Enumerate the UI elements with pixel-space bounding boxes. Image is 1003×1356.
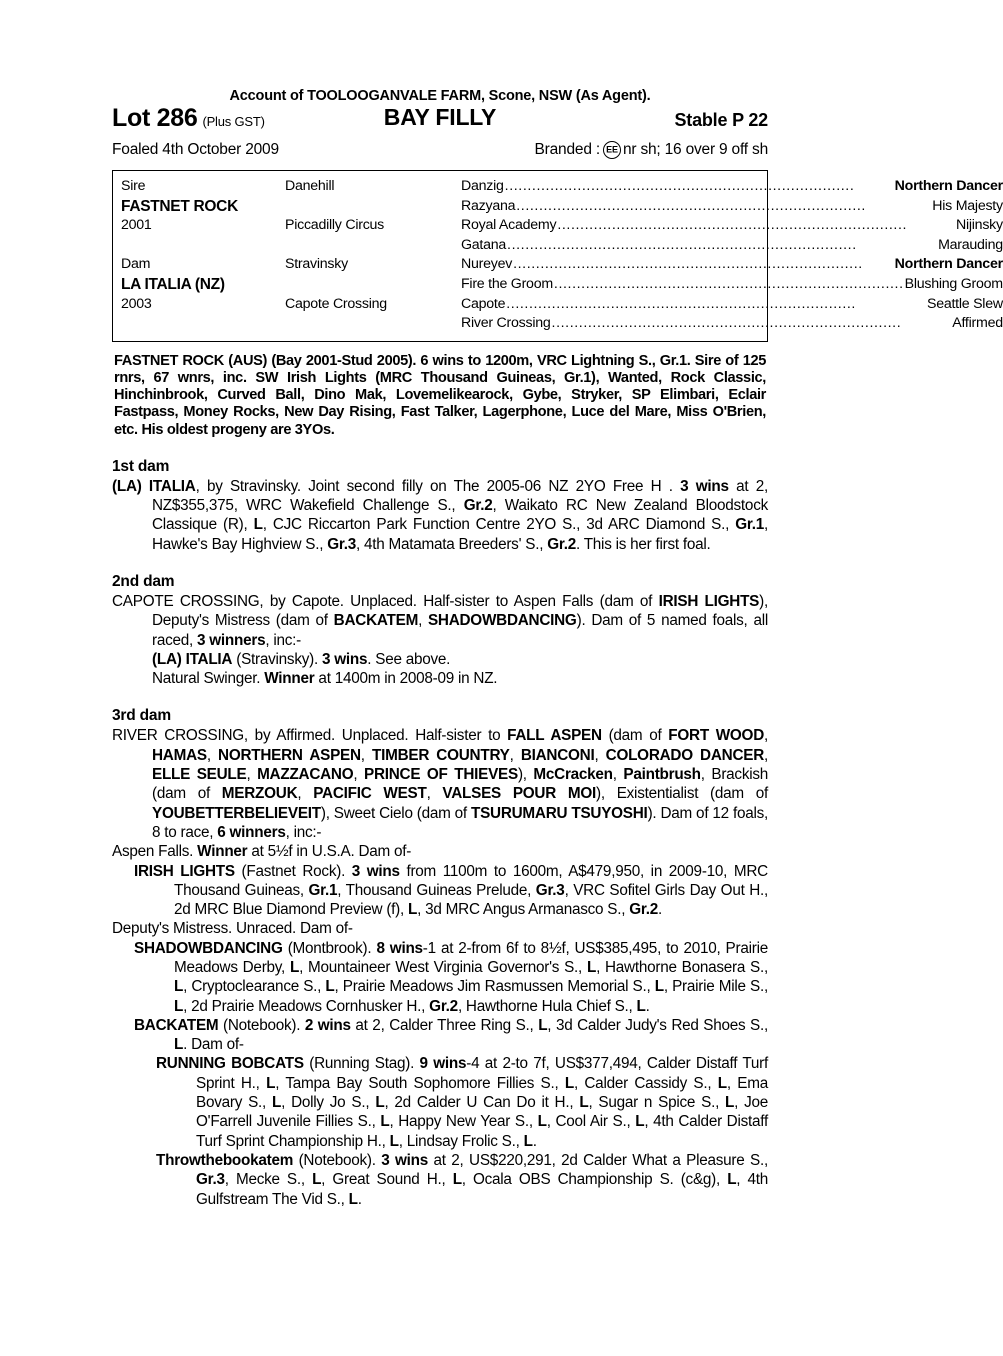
third-dam-progeny-item: RUNNING BOBCATS (Running Stag). 9 wins-4 at 2-to 7f, US$377,494, Calder Distaff Turf Sprint H., L, Tampa Bay South Sophomore Fillies S., L, Calder Cassidy S., L, Ema Bovary S., L, Dolly Jo S., L, 2d Calder U Can Do it H., L, Sugar n Spice S., L, Joe O'Farrell Juvenile Fillies S., L, Happy New Year S., L, Cool Air S., L, 4th Calder Distaff Turf Sprint Championship H., L, Lindsay Frolic S., L. xyxy=(156,1055,769,1150)
g3-right-5: Northern Dancer xyxy=(894,256,1003,273)
branded-label: Branded : xyxy=(534,141,600,158)
spacer-cell xyxy=(285,197,461,217)
third-dam-progeny-item: SHADOWBDANCING (Montbrook). 8 wins-1 at 2-from 6f to 8½f, US$385,495, to 2010, Prairie Meadows Derby, L, Mountaineer West Virginia Governor's S., L, Hawthorne Bonasera S., L, Cryptoclearance S., L, Prairie Meadows Jim Rasmussen Memorial S., L, Prairie Mile S., L, 2d Prairie Meadows Cornhusker H., Gr.2, Hawthorne Hula Chief S., L. xyxy=(134,939,768,1015)
g3-row-2 xyxy=(461,197,1003,217)
g3-left-7: Capote xyxy=(461,295,506,312)
g3-right-3: Nijinsky xyxy=(955,217,1003,234)
second-dam-progeny-2: Natural Swinger. Winner at 1400m in 2008-09 in NZ. xyxy=(152,670,498,688)
branded-detail: nr sh; 16 over 9 off sh xyxy=(622,141,768,158)
g3-row-7 xyxy=(461,295,1003,315)
leader-dots xyxy=(505,177,894,197)
sire-year: 2001 xyxy=(121,217,152,234)
sire-label: Sire xyxy=(121,178,146,194)
dam-year: 2003 xyxy=(121,295,152,312)
g3-row-6 xyxy=(461,275,1003,295)
g3-right-7: Seattle Slew xyxy=(926,295,1003,312)
first-dam-heading: 1st dam xyxy=(112,457,170,475)
leader-dots xyxy=(552,314,952,334)
g3-right-8: Affirmed xyxy=(952,315,1003,332)
leader-dots xyxy=(554,275,904,295)
account-line: Account of TOOLOOGANVALE FARM, Scone, NSW (As Agent). xyxy=(229,88,651,104)
sire-name: FASTNET ROCK xyxy=(121,197,238,215)
third-dam-progeny-item: Deputy's Mistress. Unraced. Dam of- xyxy=(112,920,353,938)
second-dam-progeny-1: (LA) ITALIA (Stravinsky). 3 wins. See above. xyxy=(152,650,451,668)
third-dam-progeny-item: IRISH LIGHTS (Fastnet Rock). 3 wins from 1100m to 1600m, A$479,950, in 2009-10, MRC Thousand Guineas, Gr.1, Thousand Guineas Prelude, Gr.3, VRC Sofitel Girls Day Out H., 2d MRC Blue Diamond Preview (f), L, 3d MRC Angus Armanasco S., Gr.2. xyxy=(134,862,769,919)
sire-dam: Piccadilly Circus xyxy=(285,217,385,234)
g3-left-8: River Crossing xyxy=(461,315,551,332)
sire-sire: Danehill xyxy=(285,178,335,194)
g3-right-4: Marauding xyxy=(938,236,1003,253)
third-dam-progeny-list xyxy=(112,842,768,1209)
g3-left-4: Gatana xyxy=(461,236,507,253)
g3-row-3 xyxy=(461,216,1003,236)
g3-left-2: Razyana xyxy=(461,197,516,214)
leader-dots xyxy=(513,255,894,275)
third-dam-progeny-item: Throwthebookatem (Notebook). 3 wins at 2, US$220,291, 2d Calder What a Pleasure S., Gr.3, Mecke S., L, Great Sound H., L, Ocala OBS Championship S. (c&g), L, 4th Gulfstream The Vid S., L. xyxy=(156,1151,768,1208)
lot-number: Lot 286 xyxy=(112,104,198,132)
colour-and-sex: BAY FILLY xyxy=(383,104,497,130)
foaled-and-brand-row xyxy=(112,141,768,159)
lot-header-row xyxy=(112,104,768,133)
g3-right-6: Blushing Groom xyxy=(904,275,1003,292)
g3-right-1: Northern Dancer xyxy=(894,178,1003,194)
dam-dam: Capote Crossing xyxy=(285,295,387,312)
spacer-cell xyxy=(285,314,461,334)
circled-ee-brand-icon xyxy=(603,141,621,159)
g3-left-1: Danzig xyxy=(461,178,504,194)
g3-row-5 xyxy=(461,255,1003,275)
spacer-cell xyxy=(121,236,285,256)
stable-number: Stable P 22 xyxy=(674,110,768,130)
first-dam-text: (LA) ITALIA, by Stravinsky. Joint second filly on The 2005-06 NZ 2YO Free H . 3 wins at 2, NZ$355,375, WRC Wakefield Challenge S., Gr.2, Waikato RC New Zealand Bloodstock Classique (R), L, CJC Riccarton Park Function Centre 2YO S., 3d ARC Diamond S., Gr.1, Hawke's Bay Highview S., Gr.3, 4th Matamata Breeders' S., Gr.2. This is her first foal. xyxy=(112,477,769,553)
pedigree-grid xyxy=(121,177,1003,334)
g3-right-2: His Majesty xyxy=(932,197,1003,214)
catalogue-page xyxy=(112,0,1003,1209)
third-dam-heading: 3rd dam xyxy=(112,707,171,725)
brand-description xyxy=(535,141,768,159)
spacer-cell xyxy=(285,236,461,256)
leader-dots xyxy=(516,197,931,217)
third-dam-progeny-item: BACKATEM (Notebook). 2 wins at 2, Calder Three Ring S., L, 3d Calder Judy's Red Shoes S., L. Dam of- xyxy=(134,1016,768,1054)
foaling-date: Foaled 4th October 2009 xyxy=(112,141,279,158)
spacer-cell xyxy=(121,314,285,334)
spacer-cell xyxy=(285,275,461,295)
g3-row-4 xyxy=(461,236,1003,256)
dam-sire: Stravinsky xyxy=(285,256,348,273)
leader-dots xyxy=(506,295,926,315)
plus-gst-note: (Plus GST) xyxy=(202,114,265,129)
dam-label: Dam xyxy=(121,256,151,273)
sire-summary-paragraph: FASTNET ROCK (AUS) (Bay 2001-Stud 2005). 6 wins to 1200m, VRC Lightning S., Gr.1. Sire of 125 rnrs, 67 wnrs, inc. SW Irish Lights (MRC Thousand Guineas, Gr.1), Wanted, Rock Classic, Hinchinbrook, Curved Ball, Dino Mak, Lovemelikearock, Gybe, Stryker, SP Elimbari, Eclair Fastpass, Money Rocks, New Day Rising, Fast Talker, Lagerphone, Luce del Mare, Miss O'Brien, etc. His oldest progeny are 3YOs. xyxy=(114,352,766,438)
leader-dots xyxy=(557,216,955,236)
third-dam-lead: RIVER CROSSING, by Affirmed. Unplaced. Half-sister to FALL ASPEN (dam of FORT WOOD, HAMAS, NORTHERN ASPEN, TIMBER COUNTRY, BIANCONI, COLORADO DANCER, ELLE SEULE, MAZZACANO, PRINCE OF THIEVES), McCracken, Paintbrush, Brackish (dam of MERZOUK, PACIFIC WEST, VALSES POUR MOI), Existentialist (dam of YOUBETTERBELIEVEIT), Sweet Cielo (dam of TSURUMARU TSUYOSHI). Dam of 12 foals, 8 to race, 6 winners, inc:- xyxy=(112,727,769,841)
g3-left-3: Royal Academy xyxy=(461,217,557,234)
g3-left-5: Nureyev xyxy=(461,256,513,273)
pedigree-table xyxy=(112,170,1003,342)
g3-row-8 xyxy=(461,314,1003,334)
dam-name: LA ITALIA (NZ) xyxy=(121,275,225,293)
third-dam-progeny-item: Aspen Falls. Winner at 5½f in U.S.A. Dam of- xyxy=(112,843,412,861)
second-dam-lead: CAPOTE CROSSING, by Capote. Unplaced. Half-sister to Aspen Falls (dam of IRISH LIGHTS), Deputy's Mistress (dam of BACKATEM, SHADOWBDANCING). Dam of 5 named foals, all raced, 3 winners, inc:- xyxy=(112,592,769,649)
g3-left-6: Fire the Groom xyxy=(461,275,553,292)
second-dam-heading: 2nd dam xyxy=(112,572,175,590)
leader-dots xyxy=(507,236,937,256)
lot-identifier xyxy=(112,104,265,133)
g3-row-1 xyxy=(461,177,1003,197)
